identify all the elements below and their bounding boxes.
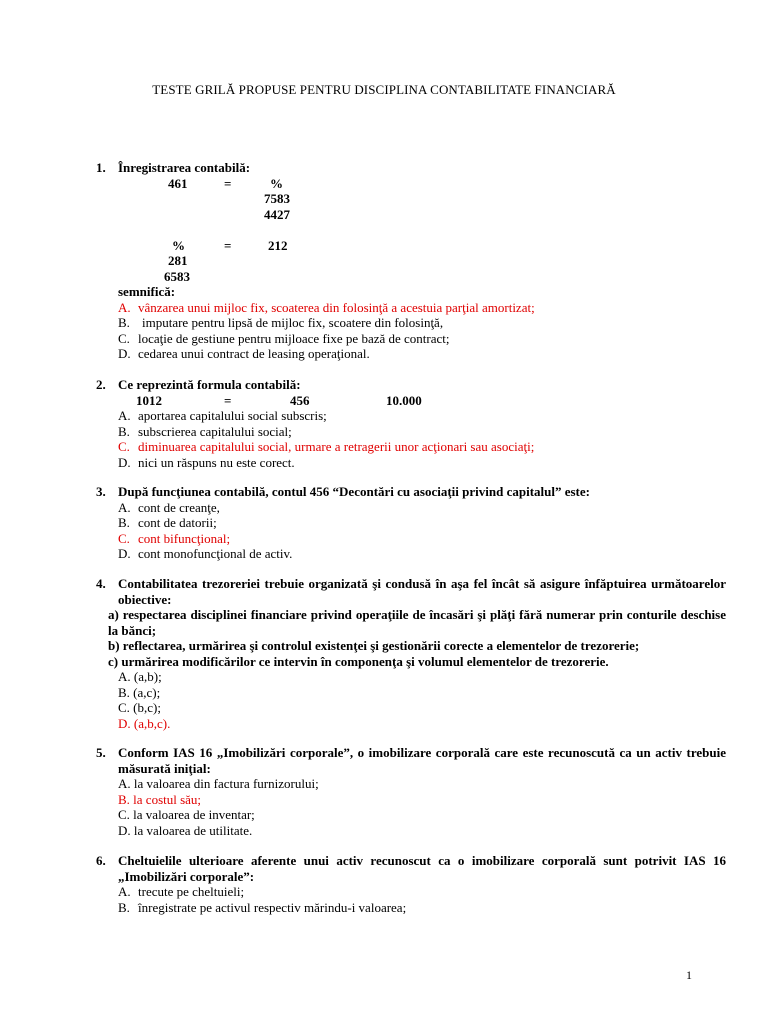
option-text: locaţie de gestiune pentru mijloace fixe pe bază de contract;	[138, 330, 450, 346]
page-number: 1	[686, 968, 692, 982]
formula-debit: %	[172, 237, 185, 253]
question-2-header	[96, 377, 726, 393]
answer-option[interactable]: B. (a,c);	[118, 684, 161, 700]
question-5	[96, 745, 726, 838]
question-5-header	[96, 745, 726, 776]
answer-option[interactable]	[96, 455, 726, 471]
answer-option[interactable]	[96, 531, 726, 547]
answer-option[interactable]: C. la valoarea de inventar;	[118, 807, 255, 822]
question-4	[96, 576, 726, 731]
answer-option[interactable]	[96, 500, 726, 516]
question-2	[96, 377, 726, 470]
answer-option[interactable]	[96, 515, 726, 531]
option-text: subscrierea capitalului social;	[138, 423, 292, 439]
question-number: 5.	[96, 745, 106, 760]
answer-option[interactable]	[96, 315, 726, 331]
option-text: înregistrate pe activul respectiv mărindu-i valoarea;	[138, 899, 407, 915]
answer-option[interactable]: D. la valoarea de utilitate.	[118, 822, 253, 838]
formula-credit: %	[270, 175, 283, 191]
answer-option[interactable]: A. la valoarea din factura furnizorului;	[118, 776, 319, 791]
question-1-header	[96, 160, 726, 176]
option-text: trecute pe cheltuieli;	[138, 884, 245, 899]
formula-debit: 1012	[136, 392, 162, 408]
option-text: nici un răspuns nu este corect.	[138, 454, 295, 470]
option-text: cedarea unui contract de leasing operaţional.	[138, 346, 370, 361]
answer-option[interactable]	[96, 424, 726, 440]
answer-option[interactable]	[96, 439, 726, 455]
question-1	[96, 160, 726, 362]
option-text: cont de datorii;	[138, 515, 217, 530]
answer-option[interactable]: C. (b,c);	[118, 700, 161, 715]
option-letter: D.	[118, 546, 131, 561]
formula-line	[96, 253, 726, 269]
option-letter: B.	[118, 315, 130, 330]
option-letter: D.	[118, 346, 131, 361]
question-text: Contabilitatea trezoreriei trebuie organizată şi condusă în aşa fel încât să asigure înfăptuirea următoarelor obiective:	[118, 576, 726, 607]
option-text: cont bifuncţional;	[138, 530, 231, 546]
option-text: imputare pentru lipsă de mijloc fix, scoatere din folosinţă,	[142, 315, 444, 330]
answer-option[interactable]	[96, 346, 726, 362]
formula-debit: 6583	[164, 268, 190, 284]
question-text: După funcţiunea contabilă, contul 456 “Decontări cu asociaţii privind capitalul” este:	[118, 484, 590, 499]
option-letter: C.	[118, 330, 130, 346]
question-text: Ce reprezintă formula contabilă:	[118, 377, 301, 392]
formula-line	[96, 269, 726, 285]
question-number: 2.	[96, 377, 106, 392]
objective-b: b) reflectarea, urmărirea şi controlul existenţei şi gestionării corecte a elementelor de trezorerie;	[108, 638, 640, 653]
answer-option[interactable]	[96, 408, 726, 424]
question-text: Conform IAS 16 „Imobilizări corporale”, o imobilizare corporală care este recunoscută ca un activ trebuie măsurată iniţial:	[118, 745, 726, 776]
answer-option[interactable]: D. (a,b,c).	[118, 715, 171, 731]
formula-credit: 212	[268, 237, 288, 253]
formula-line	[96, 393, 726, 409]
option-text: cont de creanţe,	[138, 499, 220, 515]
formula-credit: 7583	[264, 191, 290, 206]
option-letter: C.	[118, 530, 130, 546]
question-3-header	[96, 484, 726, 500]
question-number: 1.	[96, 160, 106, 175]
option-letter: A.	[118, 884, 131, 899]
question-6	[96, 853, 726, 915]
answer-option[interactable]: B. la costul său;	[118, 791, 202, 807]
question-number: 6.	[96, 853, 106, 868]
objective-c: c) urmărirea modificărilor ce intervin în componenţa şi volumul elementelor de trezorerie.	[108, 653, 609, 669]
option-letter: A.	[118, 299, 131, 315]
formula-line	[96, 176, 726, 192]
answer-option[interactable]	[96, 331, 726, 347]
option-letter: D.	[118, 454, 131, 470]
option-text: aportarea capitalului social subscris;	[138, 408, 327, 423]
formula-line	[96, 191, 726, 207]
answer-option[interactable]	[96, 300, 726, 316]
formula-credit: 4427	[264, 206, 290, 222]
formula-equals: =	[224, 392, 232, 408]
question-number: 4.	[96, 576, 106, 591]
answer-option[interactable]: A. (a,b);	[118, 669, 162, 684]
option-text: diminuarea capitalului social, urmare a retragerii unor acţionari sau asociaţi;	[138, 439, 535, 454]
question-text: Cheltuielile ulterioare aferente unui activ recunoscut ca o imobilizare corporală sunt potrivit IAS 16 „Imobilizări corporale”:	[118, 853, 726, 884]
answer-option[interactable]	[96, 546, 726, 562]
option-letter: A.	[118, 408, 131, 423]
formula-line	[96, 207, 726, 223]
option-letter: C.	[118, 439, 130, 454]
formula-amount: 10.000	[386, 392, 422, 408]
option-letter: B.	[118, 515, 130, 530]
option-text: vânzarea unui mijloc fix, scoaterea din folosinţă a acestuia parţial amortizat;	[138, 299, 535, 315]
option-letter: A.	[118, 499, 131, 515]
option-letter: B.	[118, 899, 130, 915]
question-4-header	[96, 576, 726, 607]
option-text: cont monofuncţional de activ.	[138, 546, 293, 561]
formula-line	[96, 238, 726, 254]
answer-option[interactable]	[96, 884, 726, 900]
document-title: TESTE GRILĂ PROPUSE PENTRU DISCIPLINA CONTABILITATE FINANCIARĂ	[152, 82, 616, 97]
formula-credit: 456	[290, 392, 310, 408]
question-text: Înregistrarea contabilă:	[118, 160, 251, 175]
objective-a: a) respectarea disciplinei financiare privind operaţiile de încasări şi plăţi fără numerar prin conturile deschise la bănci;	[108, 607, 726, 638]
formula-debit: 281	[168, 253, 188, 268]
question-6-header	[96, 853, 726, 884]
formula-equals: =	[224, 175, 232, 191]
answer-option[interactable]	[96, 900, 726, 916]
question-3	[96, 484, 726, 562]
formula-debit: 461	[168, 175, 188, 191]
option-letter: B.	[118, 423, 130, 439]
semnifica-label: semnifică:	[118, 284, 176, 299]
question-number: 3.	[96, 484, 106, 499]
formula-equals: =	[224, 237, 232, 253]
